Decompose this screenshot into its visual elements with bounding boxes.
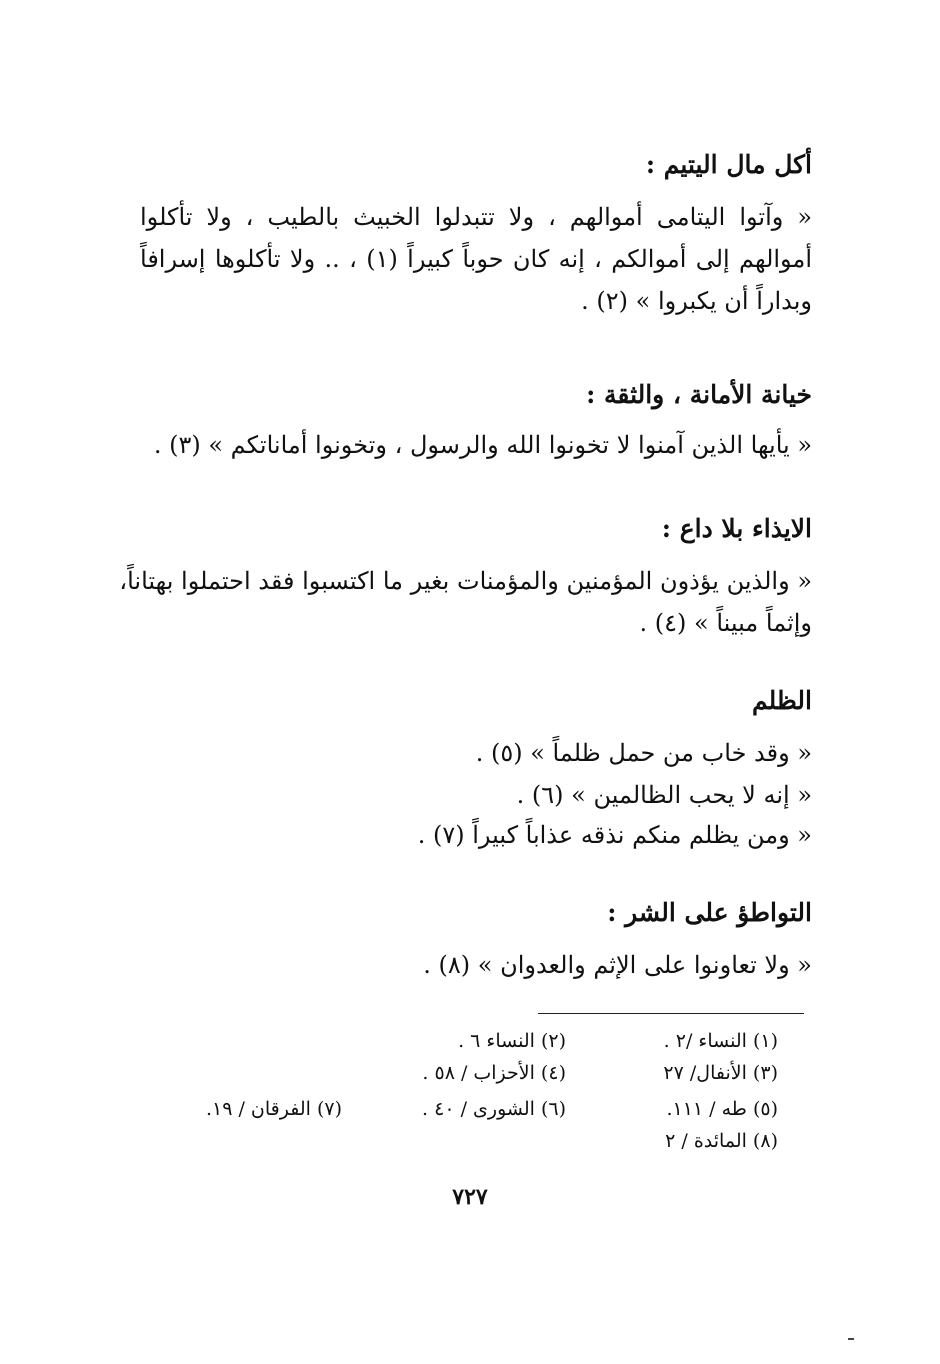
heading-betrayal-of-trust: خيانة الأمانة ، والثقة : bbox=[586, 380, 812, 409]
paragraph-orphan-property bbox=[140, 196, 812, 322]
text-line: أموالهم إلى أموالكم ، إنه كان حوباً كبيراً (١) ، .. ولا تأكلوها إسرافاً bbox=[140, 245, 812, 273]
footnote-3: (٣) الأنفال/ ٢٧ bbox=[663, 1062, 778, 1084]
footnote-4: (٤) الأحزاب / ٥٨ . bbox=[422, 1062, 566, 1084]
verse-injustice-2: « إنه لا يحب الظالمين » (٦) . bbox=[516, 781, 812, 809]
heading-injustice: الظلم bbox=[752, 686, 812, 715]
footnote-separator bbox=[538, 1013, 804, 1014]
footnote-2: (٢) النساء ٦ . bbox=[458, 1030, 566, 1052]
footnote-7: (٧) الفرقان / ١٩. bbox=[205, 1098, 342, 1120]
text-line: « وآتوا اليتامى أموالهم ، ولا تتبدلوا الخبيث بالطيب ، ولا تأكلوا bbox=[140, 203, 812, 231]
verse-collusion: « ولا تعاونوا على الإثم والعدوان » (٨) . bbox=[423, 951, 812, 979]
text-line: « والذين يؤذون المؤمنين والمؤمنات بغير ما اكتسبوا فقد احتملوا بهتاناً، bbox=[119, 567, 812, 595]
page-number: ٧٢٧ bbox=[452, 1184, 488, 1210]
paragraph-harm bbox=[119, 560, 812, 644]
verse-injustice-3: « ومن يظلم منكم نذقه عذاباً كبيراً (٧) . bbox=[417, 821, 812, 849]
text-line: وبداراً أن يكبروا » (٢) . bbox=[581, 287, 812, 315]
verse-injustice-1: « وقد خاب من حمل ظلماً » (٥) . bbox=[475, 739, 812, 767]
heading-collusion-in-evil: التواطؤ على الشر : bbox=[607, 898, 812, 927]
footnote-8: (٨) المائدة / ٢ bbox=[665, 1130, 778, 1152]
footnote-1: (١) النساء /٢ . bbox=[663, 1030, 778, 1052]
scan-speck bbox=[848, 1338, 854, 1340]
heading-harm-without-cause: الايذاء بلا داع : bbox=[661, 514, 812, 543]
heading-orphan-property: أكل مال اليتيم : bbox=[645, 150, 812, 179]
footnote-5: (٥) طه / ١١١. bbox=[666, 1098, 778, 1120]
text-line: وإثماً مبيناً » (٤) . bbox=[639, 609, 812, 637]
footnote-6: (٦) الشورى / ٤٠ . bbox=[422, 1098, 566, 1120]
verse-betrayal: « يأيها الذين آمنوا لا تخونوا الله والرسول ، وتخونوا أماناتكم » (٣) . bbox=[153, 431, 812, 459]
